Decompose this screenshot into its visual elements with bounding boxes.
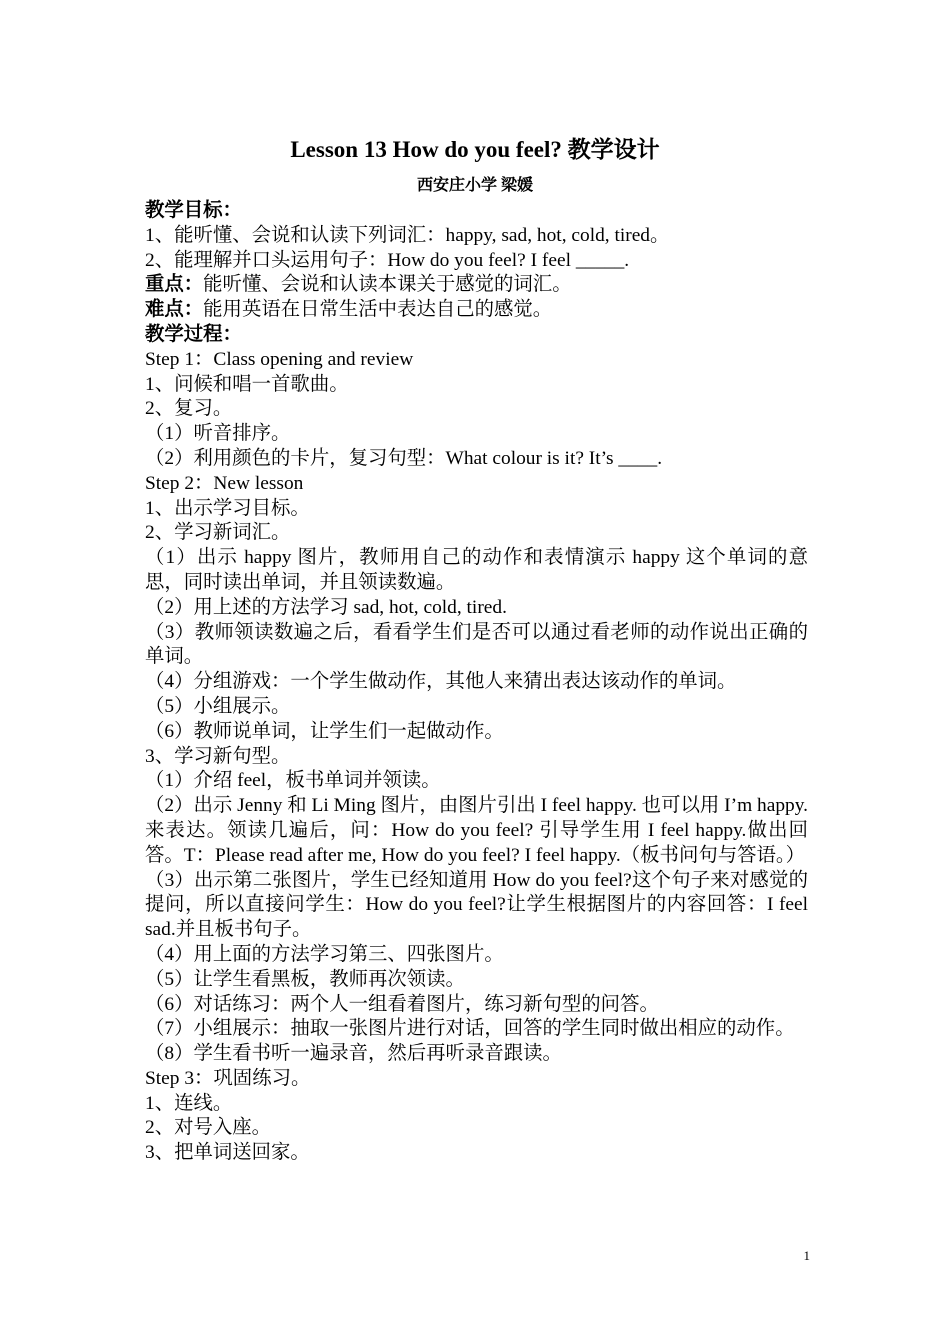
step-2-item-2-1: （1）出示 happy 图片，教师用自己的动作和表情演示 happy 这个单词的意思，同时读出单词，并且领读数遍。 <box>145 547 808 593</box>
objective-2: 2、能理解并口头运用句子：How do you feel? I feel _____. <box>145 249 630 271</box>
step-2-item-2-6: （6）教师说单词，让学生们一起做动作。 <box>145 720 504 742</box>
section-heading-objectives: 教学目标： <box>145 200 242 221</box>
step-2-item-3-8: （8）学生看书听一遍录音，然后再听录音跟读。 <box>145 1043 562 1065</box>
document-body <box>145 199 808 1166</box>
step-1-item-2-1: （1）听音排序。 <box>145 423 291 445</box>
step-2-item-3-4: （4）用上面的方法学习第三、四张图片。 <box>145 943 504 965</box>
page-number: 1 <box>803 1248 810 1263</box>
step-2-item-3-1: （1）介绍 feel，板书单词并领读。 <box>145 770 441 792</box>
step-2-item-3-7: （7）小组展示：抽取一张图片进行对话，回答的学生同时做出相应的动作。 <box>145 1018 795 1040</box>
step-2-item-2-2: （2）用上述的方法学习 sad, hot, cold, tired. <box>145 596 507 618</box>
step-1-item-1: 1、问候和唱一首歌曲。 <box>145 373 349 395</box>
step-2-item-3-2: （2）出示 Jenny 和 Li Ming 图片，由图片引出 I feel happy. 也可以用 I’m happy. 来表达。领读几遍后，问：How do you feel? 引导学生用 I feel happy.做出回答。T：Please read after me, How do you feel? I feel happy.（板书问句与答语。） <box>145 795 808 866</box>
step-3-heading: Step 3：巩固练习。 <box>145 1067 311 1089</box>
step-3-item-3: 3、把单词送回家。 <box>145 1142 310 1164</box>
step-1-item-2-2: （2）利用颜色的卡片，复习句型：What colour is it? It’s ____. <box>145 447 663 469</box>
step-2-heading: Step 2：New lesson <box>145 472 304 494</box>
step-1-heading: Step 1：Class opening and review <box>145 348 414 370</box>
document-title: Lesson 13 How do you feel? 教学设计 <box>290 137 660 162</box>
step-2-item-2-3: （3）教师领读数遍之后，看看学生们是否可以通过看老师的动作说出正确的单词。 <box>145 621 808 668</box>
key-point-label: 重点： <box>145 274 204 296</box>
step-1-item-2: 2、复习。 <box>145 398 233 420</box>
document-author: 西安庄小学 梁媛 <box>416 177 533 194</box>
step-3-item-1: 1、连线。 <box>145 1092 233 1114</box>
step-2-item-3-6: （6）对话练习：两个人一组看着图片，练习新句型的问答。 <box>145 993 659 1015</box>
difficult-point-text: 能用英语在日常生活中表达自己的感觉。 <box>203 299 553 321</box>
step-2-item-3-3: （3）出示第二张图片，学生已经知道用 How do you feel?这个句子来对感觉的提问，所以直接问学生：How do you feel?让学生根据图片的内容回答：I feel sad.并且板书句子。 <box>145 869 808 941</box>
difficult-point <box>145 298 808 323</box>
step-3-item-2: 2、对号入座。 <box>145 1117 272 1139</box>
key-point <box>145 273 808 298</box>
step-2-item-2-5: （5）小组展示。 <box>145 695 291 717</box>
step-2-item-1: 1、出示学习目标。 <box>145 497 310 519</box>
key-point-text: 能听懂、会说和认读本课关于感觉的词汇。 <box>203 274 572 296</box>
step-2-item-3: 3、学习新句型。 <box>145 745 291 767</box>
objective-1: 1、能听懂、会说和认读下列词汇：happy, sad, hot, cold, tired。 <box>145 224 670 246</box>
step-2-item-2: 2、学习新词汇。 <box>145 522 291 544</box>
section-heading-process: 教学过程： <box>145 323 242 345</box>
step-2-item-2-4: （4）分组游戏：一个学生做动作，其他人来猜出表达该动作的单词。 <box>145 671 737 693</box>
step-2-item-3-5: （5）让学生看黑板，教师再次领读。 <box>145 968 465 990</box>
difficult-point-label: 难点： <box>145 299 204 321</box>
